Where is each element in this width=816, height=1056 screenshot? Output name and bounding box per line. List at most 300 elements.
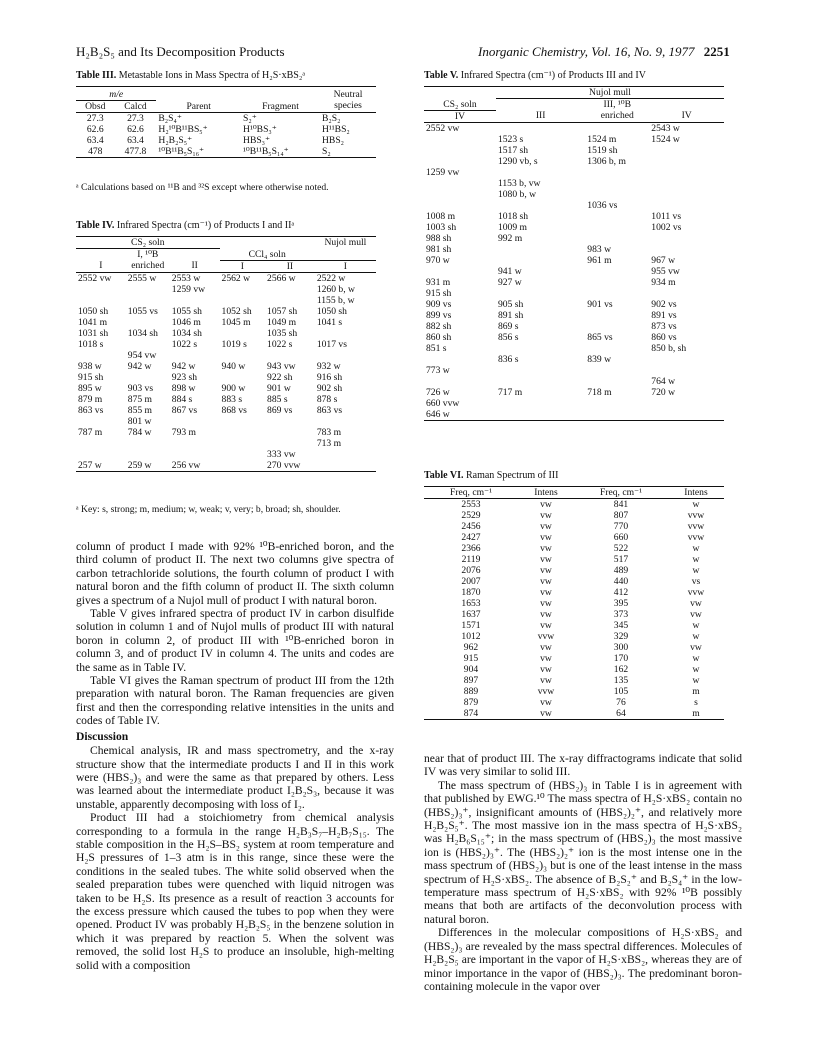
table3-footnote: ᵃ Calculations based on ¹¹B and ³²S except where otherwise noted. (76, 182, 329, 193)
table-cell: 883 s (221, 393, 243, 405)
table-cell: 1012 (461, 631, 481, 642)
table-cell (76, 416, 126, 427)
table-cell: 63.4 (127, 135, 144, 146)
right-paragraph-2: The mass spectrum of (HBS₂)₃ in Table I is in agreement with that published by EWG.¹⁰ The mass spectra of H₂S·xBS₂ contain no (HBS₂)₃⁺, insignificant amounts of (HBS₂)₂⁺, and relatively more H₂B₂S₅⁺. The most massive ion in the mass spectra of H₂S·xBS₂ was H₂B₆S₁₅⁺; in the mass spectrum of (HBS₂)₃ the most massive ion is (HBS₂)₃⁺. The (HBS₂)₂⁺ ion is the most intense one in the mass spectrum of (HBS₂)₃ but is one of the least intense in the mass spectrum of H₂S·xBS₂. The absence of B₂S₂⁺ and B₂S₄⁺ in the low-temperature mass spectrum of H₂S·xBS₂ with 92% ¹⁰B possibly means that both are artifacts of the deconvolution process with natural boron. (424, 778, 742, 926)
table-cell: vw (690, 609, 702, 620)
table-cell (170, 350, 220, 361)
table-cell: 850 b, sh (651, 342, 687, 354)
table-cell: H¹⁰BS₃⁺ (243, 124, 277, 135)
table6-title: Raman Spectrum of III (465, 470, 559, 481)
table-cell: 909 vs (426, 298, 452, 310)
table-cell (585, 211, 649, 222)
table-cell: B₂S₄⁺ (158, 113, 182, 124)
table-cell: 770 (613, 521, 629, 532)
table-cell: 720 w (651, 386, 676, 398)
table-cell (585, 398, 649, 409)
table-cell: vw (540, 510, 552, 521)
table4-col-1: I (99, 260, 103, 271)
table3 (76, 86, 376, 158)
table-cell (424, 189, 496, 200)
table-cell: 884 s (171, 393, 193, 405)
table5-row (424, 365, 724, 376)
table-cell: 901 w (267, 382, 291, 394)
table6-row (424, 642, 724, 653)
table-cell: 1041 m (78, 316, 108, 328)
table-cell: 856 s (497, 331, 519, 343)
table-cell (315, 449, 376, 460)
table-cell: vvw (537, 686, 555, 697)
table-cell: 2427 (461, 532, 481, 543)
table6-row (424, 686, 724, 697)
table-cell: 2553 w (171, 272, 201, 284)
table5-group-cs2: CS₂ soln (424, 99, 496, 111)
table-cell: 836 s (497, 353, 519, 365)
table-cell: 395 (613, 598, 629, 609)
table-cell (220, 438, 266, 449)
table-cell: 1653 (461, 598, 481, 609)
table-cell: vvw (687, 532, 705, 543)
table4-row (76, 372, 376, 383)
table-cell (649, 189, 724, 200)
table-cell: 2456 (461, 521, 481, 532)
table-cell: vw (540, 697, 552, 708)
table3-col-fragment: Fragment (262, 100, 299, 112)
table-cell: 942 w (171, 360, 196, 372)
table3-caption (76, 70, 305, 81)
table-cell: 955 vw (651, 265, 680, 277)
table-cell: 855 m (127, 404, 153, 416)
table-cell (76, 295, 126, 306)
table-cell: 1052 sh (221, 305, 252, 317)
table-cell: 170 (613, 653, 629, 664)
table-cell (585, 222, 649, 233)
left-paragraph-3: Table VI gives the Raman spectrum of product III from the 12th preparation with natural boron. The Raman frequencies are given first and then the corresponding relative intensities in the units and codes of Table IV. (76, 674, 394, 728)
table-cell: 660 vvw (426, 397, 460, 409)
table-cell (424, 354, 496, 365)
table4-caption (76, 220, 294, 231)
table-cell: 901 vs (587, 298, 613, 310)
table-cell: H₂¹⁰B¹¹BS₅⁺ (158, 124, 208, 135)
table4-group-cs2: CS₂ soln (76, 237, 220, 249)
table4-row (76, 339, 376, 350)
table-cell (585, 277, 649, 288)
left-column-text (76, 540, 394, 972)
table-cell (315, 350, 376, 361)
table-cell (220, 328, 266, 339)
table-cell: 773 w (426, 364, 450, 376)
table-cell: 2119 (461, 554, 481, 565)
table5-row (424, 233, 724, 244)
table-cell: vw (540, 675, 552, 686)
table-cell (649, 244, 724, 255)
table-cell (496, 167, 585, 178)
table-cell (496, 200, 585, 211)
table-cell: 873 vs (651, 320, 677, 332)
table-cell: 646 w (426, 408, 450, 420)
table-cell: 915 sh (426, 287, 452, 299)
table-cell: 1046 m (171, 316, 201, 328)
table-cell: 1055 sh (171, 305, 202, 317)
table-cell: 1041 s (316, 316, 343, 328)
table5-row (424, 222, 724, 233)
table-cell: 895 w (78, 382, 102, 394)
table6-row (424, 576, 724, 587)
table6-row (424, 697, 724, 708)
table6-row (424, 587, 724, 598)
table4-row (76, 449, 376, 460)
table5-row (424, 299, 724, 310)
table-cell: B₂S₂ (322, 113, 341, 124)
table-cell: 27.3 (127, 113, 144, 124)
table6-row (424, 620, 724, 631)
table-cell: 2553 (461, 499, 481, 510)
table-cell: 882 sh (426, 320, 452, 332)
table4-footnote: ᵃ Key: s, strong; m, medium; w, weak; v, very; b, broad; sh, shoulder. (76, 504, 341, 515)
table-cell: 489 (613, 565, 629, 576)
table4-row (76, 405, 376, 416)
table-cell: ¹⁰B¹¹B₅S₁₆⁺ (158, 146, 205, 157)
table5-row (424, 211, 724, 222)
table-cell: 300 (613, 642, 629, 653)
table-cell: 135 (613, 675, 629, 686)
table-cell: vw (540, 576, 552, 587)
table5-row (424, 376, 724, 387)
table-cell: 1571 (461, 620, 481, 631)
table4-label: Table IV. (76, 220, 115, 231)
table3-col-neutral: Neutral species (333, 89, 363, 111)
table4-col-4: I (240, 260, 244, 272)
table-cell: 1153 b, vw (497, 177, 541, 189)
table-cell: 841 (613, 499, 629, 510)
table-cell: vw (540, 598, 552, 609)
table-cell: 891 vs (651, 309, 677, 321)
table-cell: 992 m (497, 232, 523, 244)
table5-row (424, 343, 724, 354)
table-cell: 932 w (316, 360, 341, 372)
table-cell: vw (540, 499, 552, 510)
table-cell: 934 m (651, 276, 676, 288)
table-cell: 1259 vw (171, 283, 206, 295)
table-cell (315, 416, 376, 427)
table5-row (424, 398, 724, 409)
table6-row (424, 532, 724, 543)
table-cell: 440 (613, 576, 629, 587)
table-cell: 2562 w (221, 272, 251, 284)
table-cell: 988 sh (426, 232, 452, 244)
table-cell: vvw (687, 510, 705, 521)
table5-row (424, 189, 724, 200)
table-cell (496, 409, 585, 421)
table-cell: 270 vvw (267, 459, 301, 471)
table-cell: 962 (463, 642, 479, 653)
table-cell: 1870 (461, 587, 481, 598)
table-cell: vw (540, 620, 552, 631)
right-paragraph-1: near that of product III. The x-ray diffractograms indicate that solid IV was very similar to solid III. (424, 752, 742, 779)
table-cell: H₂B₂S₅⁺ (158, 135, 193, 146)
table-cell: 63.4 (86, 135, 104, 146)
table-cell: 940 w (221, 360, 246, 372)
table-cell: 900 w (221, 382, 246, 394)
table-cell (585, 122, 649, 134)
table6-row (424, 565, 724, 576)
table-cell (585, 409, 649, 421)
table-cell: S₂⁺ (243, 113, 257, 124)
running-header-journal (478, 44, 730, 60)
table3-row (76, 124, 376, 135)
table5-row (424, 145, 724, 156)
table-cell: 2552 vw (78, 272, 112, 284)
table-cell: 902 vs (651, 298, 677, 310)
table-cell (496, 365, 585, 376)
table-cell: 256 vw (171, 459, 201, 471)
table-cell: 941 w (497, 265, 522, 277)
table-cell (496, 122, 585, 134)
table-cell (220, 372, 266, 383)
table-cell (424, 376, 496, 387)
table-cell: 915 (463, 653, 479, 664)
table-cell: 1057 sh (267, 305, 298, 317)
table5-title: Infrared Spectra (cm⁻¹) of Products III and IV (460, 70, 646, 81)
table-cell: 62.6 (86, 124, 104, 135)
table-cell: 839 w (587, 353, 612, 365)
table-cell: vw (540, 532, 552, 543)
table-cell (496, 343, 585, 354)
table-cell (496, 376, 585, 387)
table-cell (220, 427, 266, 438)
table5-row (424, 409, 724, 421)
table-cell (585, 233, 649, 244)
table-cell: 1008 m (426, 210, 456, 222)
table6-row (424, 664, 724, 675)
table-cell: vs (691, 576, 701, 587)
table4-row (76, 438, 376, 449)
table4-row (76, 394, 376, 405)
table-cell: 863 vs (316, 404, 343, 416)
table-cell: vw (540, 664, 552, 675)
table6-row (424, 510, 724, 521)
table4 (76, 236, 376, 472)
table-cell: 793 m (171, 426, 197, 438)
table-cell: 938 w (78, 360, 102, 372)
table4-row (76, 306, 376, 317)
table-cell: 1519 sh (587, 144, 618, 156)
table-cell (265, 416, 315, 427)
table6-row (424, 675, 724, 686)
table-cell: 1055 vs (127, 305, 158, 317)
table3-mz-header: m/e (76, 87, 156, 101)
table-cell: 916 sh (316, 371, 343, 383)
table-cell: 865 vs (587, 331, 613, 343)
table-cell: 1050 sh (78, 305, 109, 317)
table4-row (76, 284, 376, 295)
table5-row (424, 277, 724, 288)
table-cell: w (692, 631, 700, 642)
table-cell: 784 w (127, 426, 152, 438)
table-cell: 905 sh (497, 298, 524, 310)
table-cell (170, 449, 220, 460)
right-paragraph-3: Differences in the molecular compositions of H₂S·xBS₂ and (HBS₂)₃ are revealed by the mass spectral differences. Molecules of H₂B₂S₅ are important in the vapor of H₂S·xBS₂, whereas they are of minor importance in the vapor of (HBS₂)₃. The predominant boron-containing molecule in the vapor over (424, 926, 742, 993)
left-paragraph-5: Product III had a stoichiometry from chemical analysis corresponding to a formula in the range H₂B₃S₇–H₂B₇S₁₅. The stable composition in the H₂S–BS₂ system at room temperature and H₂S pressures of 1–3 atm is in this range, since these were the conditions in the sealed tubes. The white solid observed when the sealed preparation tubes were quenched with liquid nitrogen was taken to be H₂S. Its presence as a result of reaction 3 accounts for the excess pressure which caused the tubes to pop when they were opened. Product IV was probably H₂B₂S₅ in the benzene solution in which it was prepared by reaction 5. When the solvent was removed, the solid lost H₂S to produce an insoluble, high-melting solid with a composition (76, 811, 394, 972)
table5-row (424, 354, 724, 365)
table-cell: 891 sh (497, 309, 524, 321)
table-cell: 1019 s (221, 338, 247, 350)
table-cell: 931 m (426, 276, 451, 288)
table4-group-ccl4: CCl₄ soln (220, 249, 315, 261)
table-cell: 899 vs (426, 309, 452, 321)
table-cell: 517 (613, 554, 629, 565)
table-cell (585, 321, 649, 332)
table5-row (424, 288, 724, 299)
table-cell (265, 438, 315, 449)
table-cell: 329 (613, 631, 629, 642)
table5-row (424, 134, 724, 145)
table-cell: 2566 w (267, 272, 296, 284)
table-cell (315, 328, 376, 339)
table-cell: 27.3 (86, 113, 104, 124)
table-cell: 412 (613, 587, 629, 598)
table-cell: 1306 b, m (587, 155, 626, 167)
table-cell: w (692, 620, 700, 631)
table-cell: 860 vs (651, 331, 677, 343)
table-cell: 333 vw (267, 448, 296, 460)
table-cell: 904 (463, 664, 479, 675)
table4-col-enriched: I, ¹⁰B enriched (131, 249, 165, 271)
table-cell (649, 145, 724, 156)
table-cell (126, 438, 170, 449)
table-cell: vw (690, 598, 702, 609)
table-cell: 1049 m (267, 316, 297, 328)
table-cell: 1524 w (651, 133, 680, 145)
table3-col-calcd: Calcd (124, 101, 147, 112)
table-cell: 851 s (426, 342, 447, 354)
table-cell (649, 288, 724, 299)
table6 (424, 486, 724, 720)
table-cell (585, 365, 649, 376)
table5-row (424, 321, 724, 332)
table3-row (76, 146, 376, 158)
page-number: 2251 (703, 44, 730, 59)
table-cell: s (694, 697, 698, 708)
table-cell: w (692, 664, 700, 675)
table6-col-freq-2: Freq, cm⁻¹ (599, 487, 642, 498)
table3-label: Table III. (76, 70, 117, 81)
table-cell: vvw (687, 521, 705, 532)
table-cell: 874 (463, 708, 479, 719)
table5-row (424, 244, 724, 255)
table-cell: 718 m (587, 386, 612, 398)
table-cell: 105 (613, 686, 629, 697)
table-cell: 62.6 (127, 124, 144, 135)
table-cell: 477.8 (124, 146, 147, 157)
journal-citation: Inorganic Chemistry, Vol. 16, No. 9, 1977 (478, 44, 695, 59)
table5-label: Table V. (424, 70, 459, 81)
table-cell: vw (540, 708, 552, 719)
table-cell (649, 178, 724, 189)
table-cell: 981 sh (426, 243, 452, 255)
table-cell (496, 398, 585, 409)
table3-row (76, 135, 376, 146)
table-cell: 2007 (461, 576, 481, 587)
table-cell: 1155 b, w (316, 294, 355, 306)
table-cell: 1034 sh (127, 327, 158, 339)
table-cell: w (692, 499, 700, 510)
table-cell: 1011 vs (651, 210, 682, 222)
table6-col-freq-1: Freq, cm⁻¹ (449, 487, 492, 498)
table6-row (424, 554, 724, 565)
table-cell (265, 295, 315, 306)
table5-row (424, 200, 724, 211)
table4-col-5: II (286, 260, 294, 272)
table-cell: 889 (463, 686, 479, 697)
table-cell: 2552 vw (426, 122, 460, 134)
table6-label: Table VI. (424, 470, 464, 481)
table-cell: w (692, 543, 700, 554)
table-cell (76, 284, 126, 295)
table-cell: vw (540, 521, 552, 532)
table-cell: 478 (88, 146, 103, 157)
table-cell (126, 317, 170, 328)
table-cell (126, 449, 170, 460)
table-cell (220, 449, 266, 460)
table-cell: 1036 vs (587, 199, 618, 211)
table-cell (76, 449, 126, 460)
table-cell: 970 w (426, 254, 450, 266)
table-cell (170, 416, 220, 427)
left-paragraph-2: Table V gives infrared spectra of product IV in carbon disulfide solution in column 1 and of Nujol mulls of product III with natural boron in column 2, of product III with ¹⁰B-enriched boron in column 3, and of product IV in column 4. The units and codes are the same as in Table IV. (76, 607, 394, 674)
table-cell: 1517 sh (497, 144, 529, 156)
table-cell (315, 460, 376, 472)
table-cell (585, 178, 649, 189)
table-cell (585, 189, 649, 200)
table-cell: 1017 vs (316, 338, 347, 350)
table4-row (76, 317, 376, 328)
table-cell (649, 409, 724, 421)
table6-row (424, 521, 724, 532)
table-cell: 942 w (127, 360, 152, 372)
table-cell (649, 200, 724, 211)
table-cell: m (692, 686, 700, 697)
table-cell: 373 (613, 609, 629, 620)
table-cell: vvw (687, 587, 705, 598)
table-cell: vw (690, 642, 702, 653)
table-cell (585, 266, 649, 277)
table-cell (496, 255, 585, 266)
table-cell: 961 m (587, 254, 612, 266)
table5-col-1: IV (454, 110, 466, 122)
table-cell: 764 w (651, 375, 676, 387)
table-cell (170, 438, 220, 449)
table-cell: 927 w (497, 276, 522, 288)
table-cell (585, 310, 649, 321)
table4-col-6: I (343, 260, 347, 272)
table-cell: 660 (613, 532, 629, 543)
table-cell (649, 354, 724, 365)
table-cell: 2543 w (651, 122, 680, 134)
table-cell: HBS₃⁺ (243, 135, 271, 146)
table6-col-intens-1: Intens (534, 487, 558, 498)
table-cell: w (692, 675, 700, 686)
table4-row (76, 416, 376, 427)
table-cell: 915 sh (78, 371, 104, 383)
table-cell: 943 vw (267, 360, 296, 372)
table-cell: 76 (616, 697, 626, 708)
table5-row (424, 122, 724, 134)
table-cell: 902 sh (316, 382, 343, 394)
table-cell: 875 m (127, 393, 153, 405)
table5-col-2: III (535, 110, 546, 121)
table6-row (424, 653, 724, 664)
table-cell: 1080 b, w (497, 188, 537, 200)
